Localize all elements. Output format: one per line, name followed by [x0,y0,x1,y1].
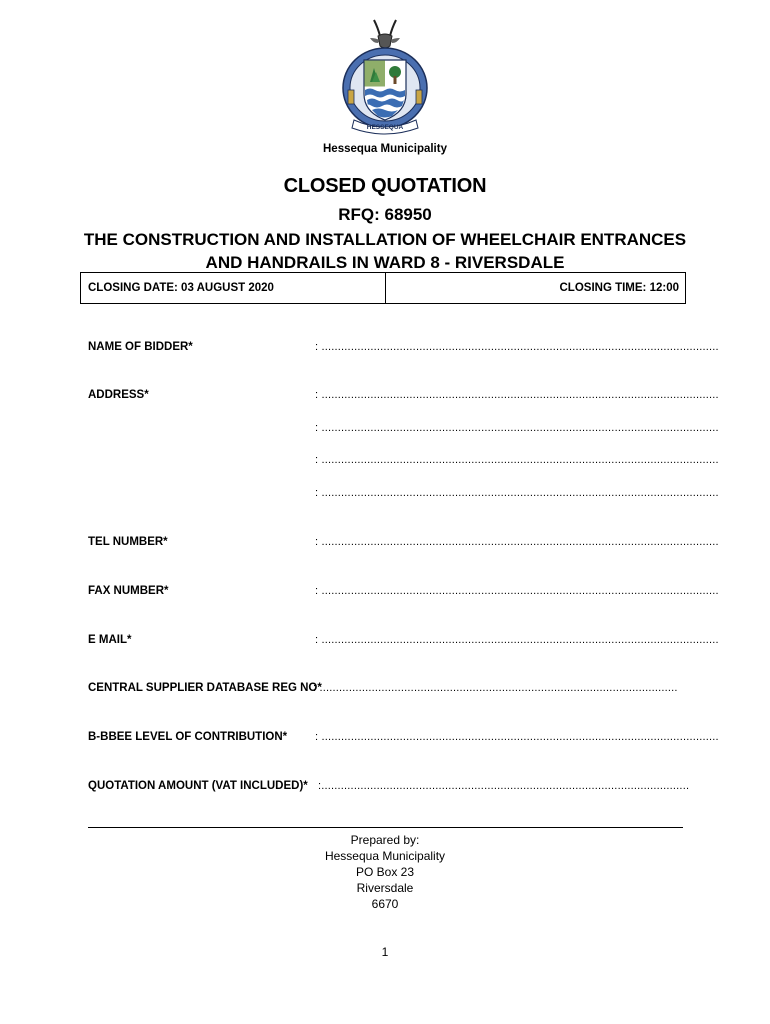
prepared-by-org: Hessequa Municipality [324,849,446,863]
bbbee-level-label: B-BBEE LEVEL OF CONTRIBUTION* [88,731,288,743]
antelope-head-icon [370,20,400,48]
bbbee-level-field[interactable]: : .......................................................................................................................... [315,731,719,743]
rfq-number: RFQ: 68950 [338,205,432,224]
address-label: ADDRESS* [88,389,149,401]
tel-number-field[interactable]: : .......................................................................................................................... [315,536,719,548]
email-field[interactable]: : .......................................................................................................................... [315,634,719,646]
prepared-by-label: Prepared by: [350,833,420,847]
document-title: CLOSED QUOTATION [283,175,487,197]
address-field-line-2[interactable]: : .......................................................................................................................... [315,422,719,434]
quotation-amount-label: QUOTATION AMOUNT (VAT INCLUDED)* [88,780,308,792]
address-field-line-4[interactable]: : .......................................................................................................................... [315,487,719,499]
email-label: E MAIL* [88,634,132,646]
project-title-line1: THE CONSTRUCTION AND INSTALLATION OF WHEELCHAIR ENTRANCES [83,230,687,249]
name-of-bidder-field[interactable]: : .......................................................................................................................... [315,341,719,353]
fax-number-label: FAX NUMBER* [88,585,169,597]
municipality-name: Hessequa Municipality [323,143,447,155]
project-title [0,228,770,274]
prepared-by-po-box: PO Box 23 [355,865,415,879]
tel-number-label: TEL NUMBER* [88,536,168,548]
name-of-bidder-label: NAME OF BIDDER* [88,341,193,353]
crest-banner-text: HESSEQUA [366,124,404,131]
page-number: 1 [381,945,389,959]
footer-divider [88,827,683,828]
csd-reg-no-label: CENTRAL SUPPLIER DATABASE REG NO* [88,682,322,694]
address-field-line-3[interactable]: : .......................................................................................................................... [315,454,719,466]
municipal-crest-icon [334,16,436,134]
project-title-line2: AND HANDRAILS IN WARD 8 - RIVERSDALE [205,253,565,272]
csd-reg-no-field[interactable]: : .............................................................................................................. [313,682,678,694]
prepared-by-block [0,832,770,912]
closing-date: CLOSING DATE: 03 AUGUST 2020 [81,273,386,303]
address-field-line-1[interactable]: : .......................................................................................................................... [315,389,719,401]
closing-time: CLOSING TIME: 12:00 [559,282,679,294]
prepared-by-town: Riversdale [356,881,414,895]
fax-number-field[interactable]: : .......................................................................................................................... [315,585,719,597]
quotation-amount-field[interactable]: :................................................................................................................. [318,780,690,792]
closing-info-table [80,272,686,304]
prepared-by-postal-code: 6670 [371,897,399,911]
